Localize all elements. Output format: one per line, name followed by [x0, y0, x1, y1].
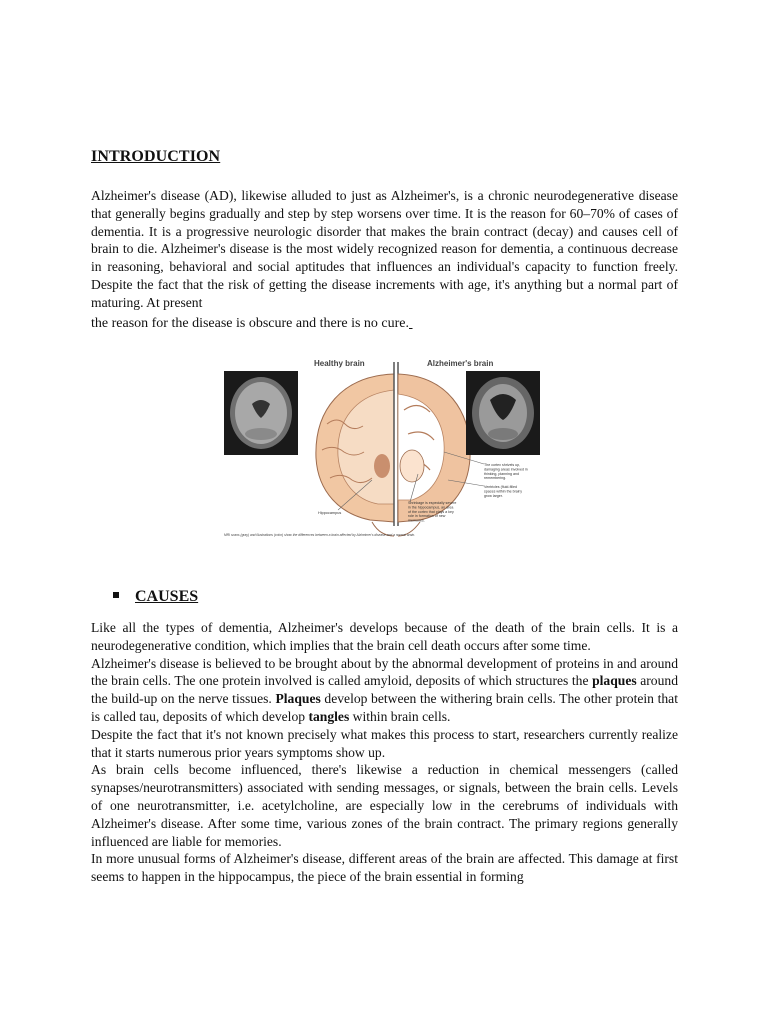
causes-paragraph-1: Like all the types of dementia, Alzheimer's develops because of the death of the brain cells. It is a neurodegenerative condition, which implies that the brain cell death occurs after some time.: [91, 620, 678, 653]
figure-caption: MRI scans (gray) and illustrations (color) show the differences between a brain affected by Alzheimer's disease and a normal brain.: [224, 533, 416, 537]
tangles-term: tangles: [308, 708, 350, 724]
intro-last-line: the reason for the disease is obscure and there is no cure.: [91, 315, 409, 331]
cortex-note: The cortex shrivels up, damaging areas involved in thinking, planning and remembering.: [484, 463, 528, 481]
shrinkage-note: Shrinkage is especially severe in the hippocampus, an area of the cortex that plays a key role in formation of new memories.: [408, 501, 457, 523]
ventricles-note: Ventricles (fluid-filled spaces within the brain) grow larger.: [484, 485, 522, 498]
brain-illustration: [222, 354, 548, 546]
introduction-heading: INTRODUCTION: [91, 148, 221, 165]
hippocampus-label: Hippocampus: [318, 511, 342, 515]
causes-paragraph-2: Alzheimer's disease is believed to be brought about by the abnormal development of proteins in and around the brain cells. The one protein involved is called amyloid, deposits of which structures the plaques around the build-up on the nerve tissues. Plaques develop between the withering brain cells. The other protein that is called tau, deposits of which develop tangles within brain cells.: [91, 655, 678, 724]
causes-section: [91, 619, 678, 886]
plaques-term: plaques: [592, 673, 637, 689]
intro-text: Alzheimer's disease (AD), likewise alluded to just as Alzheimer's, is a chronic neurodegenerative disease that generally begins gradually and step by step worsens over time. It is the reason for 60–70% of cases of dementia. It is a progressive neurologic disorder that makes the brain contract (decay) and causes cell of brain to die. Alzheimer's disease is the most widely recognized reason for dementia, a continuous decrease in reasoning, behavioral and social aptitudes that influences an individual's capacity to function freely. Despite the fact that the risk of getting the disease increments with age, it's anything but a normal part of maturing. At present: [91, 188, 678, 310]
causes-paragraph-4: As brain cells become influenced, there's likewise a reduction in chemical messengers (called synapses/neurotransmitters) associated with sending messages, or signals, between the brain cells. Levels of one neurotransmitter, i.e. acetylcholine, are especially low in the cerebrums of individuals with Alzheimer's disease. After some time, various zones of the brain contract. The primary regions generally influenced are liable for memories.: [91, 762, 678, 849]
introduction-paragraph: [91, 187, 678, 332]
causes-paragraph-3: Despite the fact that it's not known precisely what makes this process to start, researchers currently realize that it starts numerous prior years symptoms show up.: [91, 726, 678, 760]
healthy-brain-label: Healthy brain: [314, 359, 365, 368]
causes-heading: CAUSES: [113, 588, 198, 606]
brain-comparison-figure: [222, 354, 548, 546]
bullet-icon: [113, 592, 119, 598]
plaques-term: Plaques: [275, 691, 321, 707]
alzheimers-brain-label: Alzheimer's brain: [427, 359, 494, 368]
causes-paragraph-5: In more unusual forms of Alzheimer's disease, different areas of the brain are affected. This damage at first seems to happen in the hippocampus, the piece of the brain essential in forming: [91, 851, 678, 885]
